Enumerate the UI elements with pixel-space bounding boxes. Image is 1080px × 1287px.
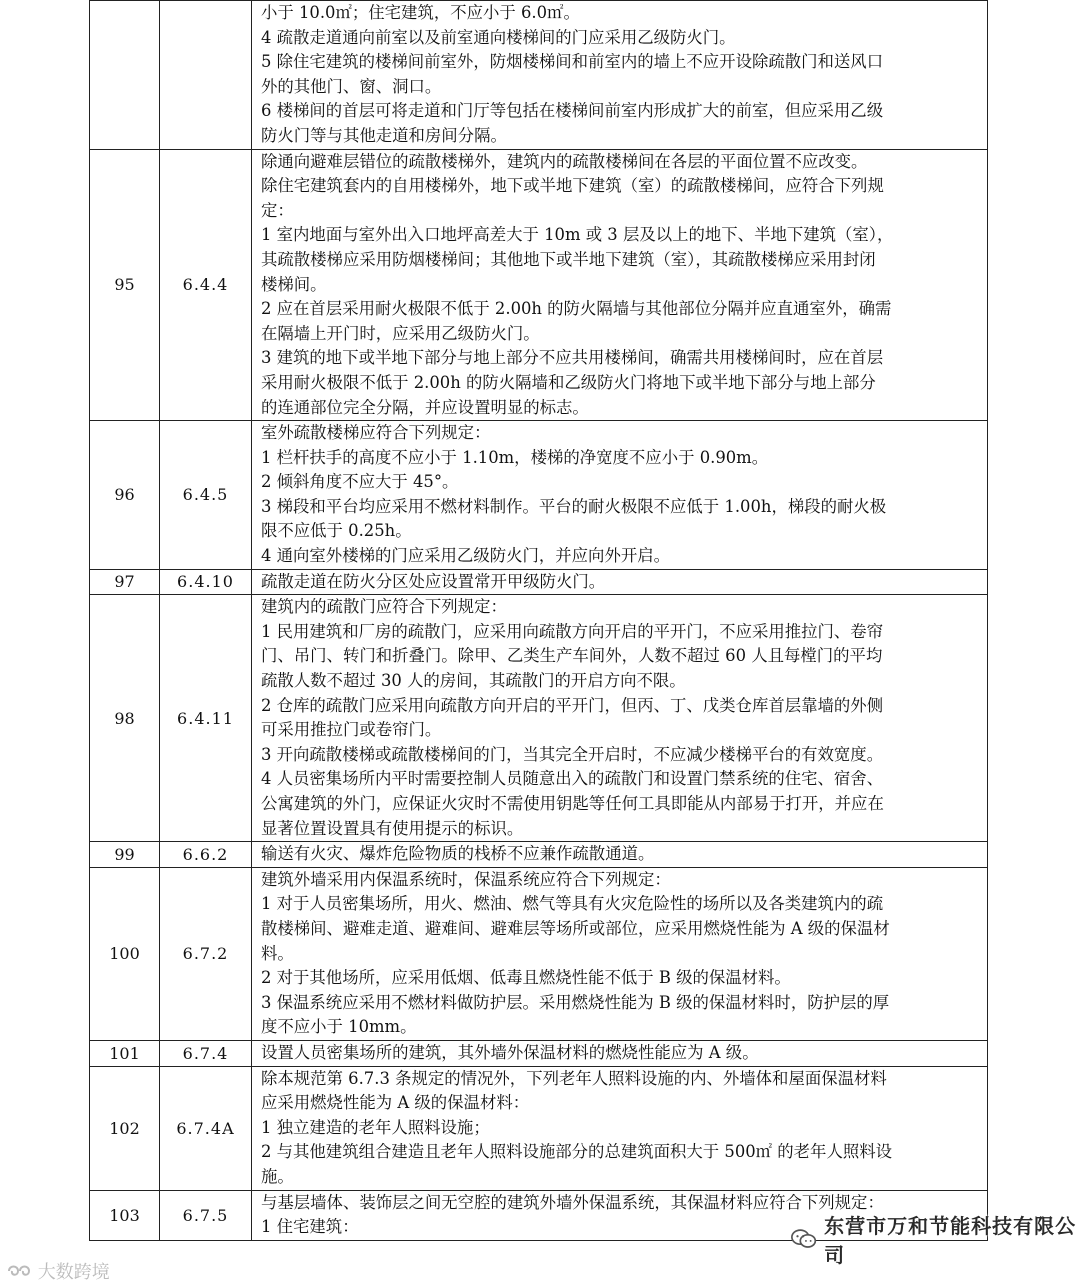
clause-line: 度不应小于 10mm。	[261, 1017, 417, 1037]
clause-code: 6.7.4	[160, 1040, 252, 1066]
clause-line: 公寓建筑的外门，应保证火灾时不需使用钥匙等任何工具即能从内部易于打开，并应在	[261, 794, 884, 813]
clause-line: 2 与其他建筑组合建造且老年人照料设施部分的总建筑面积大于 500㎡ 的老年人照料设	[261, 1142, 893, 1162]
table-row	[90, 1040, 988, 1066]
table-row	[90, 149, 988, 421]
clause-line: 1 民用建筑和厂房的疏散门，应采用向疏散方向开启的平开门，不应采用推拉门、卷帘	[261, 621, 884, 641]
clause-line: 3 保温系统应采用不燃材料做防护层。采用燃烧性能为 B 级的保温材料时，防护层的厚	[261, 992, 890, 1012]
clause-text	[252, 595, 988, 842]
clause-line: 4 通向室外楼梯的门应采用乙级防火门，并应向外开启。	[261, 546, 671, 566]
clause-line: 6 楼梯间的首层可将走道和门厅等包括在楼梯间前室内形成扩大的前室，但应采用乙级	[261, 101, 884, 121]
clause-text	[252, 1066, 988, 1190]
row-number: 98	[90, 595, 160, 842]
clause-text	[252, 421, 988, 570]
row-number: 95	[90, 149, 160, 421]
watermark-right-text: 东营市万和节能科技有限公司	[824, 1214, 1077, 1267]
clause-line: 2 应在首层采用耐火极限不低于 2.00h 的防火隔墙与其他部位分隔并应直通室外，确需	[261, 299, 892, 319]
clause-line: 其疏散楼梯应采用防烟楼梯间；其他地下或半地下建筑（室），其疏散楼梯应采用封闭	[261, 249, 876, 269]
clause-line: 1 住宅建筑：	[261, 1217, 359, 1237]
clause-code	[160, 1, 252, 150]
row-number: 96	[90, 421, 160, 570]
clause-line: 定：	[261, 200, 294, 220]
clause-text	[252, 867, 988, 1040]
clause-line: 料。	[261, 943, 294, 963]
clause-line: 1 独立建造的老年人照料设施；	[261, 1117, 490, 1137]
clause-line: 在隔墙上开门时，应采用乙级防火门。	[261, 323, 540, 343]
clause-line: 5 除住宅建筑的楼梯间前室外，防烟楼梯间和前室内的墙上不应开设除疏散门和送风口	[261, 52, 884, 72]
clause-text	[252, 1, 988, 150]
clause-line: 楼梯间。	[261, 274, 327, 294]
clause-line: 1 对于人员密集场所，用火、燃油、燃气等具有火灾危险性的场所以及各类建筑内的疏	[261, 894, 884, 914]
regulation-table	[89, 0, 988, 1241]
row-number	[90, 1, 160, 150]
clause-line: 施。	[261, 1166, 294, 1186]
clause-line: 散楼梯间、避难走道、避难间、避难层等场所或部位，应采用燃烧性能为 A 级的保温材	[261, 918, 890, 938]
table-row	[90, 1066, 988, 1190]
clause-code: 6.4.4	[160, 149, 252, 421]
clause-text	[252, 1040, 988, 1066]
clause-line: 4 人员密集场所内平时需要控制人员随意出入的疏散门和设置门禁系统的住宅、宿舍、	[261, 769, 884, 789]
clause-code: 6.7.5	[160, 1190, 252, 1240]
watermark-left-text: 大数跨境	[37, 1262, 110, 1283]
clause-code: 6.7.4A	[160, 1066, 252, 1190]
clause-line: 1 栏杆扶手的高度不应小于 1.10m，楼梯的净宽度不应小于 0.90m。	[261, 447, 769, 467]
row-number: 100	[90, 867, 160, 1040]
table-row	[90, 595, 988, 842]
clause-line: 与基层墙体、装饰层之间无空腔的建筑外墙外保温系统，其保温材料应符合下列规定：	[261, 1192, 884, 1212]
clause-line: 4 疏散走道通向前室以及前室通向楼梯间的门应采用乙级防火门。	[261, 27, 736, 47]
clause-line: 3 建筑的地下或半地下部分与地上部分不应共用楼梯间，确需共用楼梯间时，应在首层	[261, 348, 884, 368]
clause-line: 限不应低于 0.25h。	[261, 521, 412, 541]
clause-code: 6.6.2	[160, 842, 252, 868]
row-number: 99	[90, 842, 160, 868]
clause-line: 外的其他门、窗、洞口。	[261, 76, 442, 96]
watermark-right	[790, 1214, 1080, 1267]
clause-line: 防火门等与其他走道和房间分隔。	[261, 125, 507, 145]
row-number: 103	[90, 1190, 160, 1240]
clause-line: 采用耐火极限不低于 2.00h 的防火隔墙和乙级防火门将地下或半地下部分与地上部分	[261, 372, 876, 392]
clause-line: 1 室内地面与室外出入口地坪高差大于 10m 或 3 层及以上的地下、半地下建筑（室），	[261, 225, 894, 245]
clause-text	[252, 842, 988, 868]
clause-line: 除住宅建筑套内的自用楼梯外，地下或半地下建筑（室）的疏散楼梯间，应符合下列规	[261, 176, 884, 196]
clause-line: 室外疏散楼梯应符合下列规定：	[261, 423, 491, 443]
clause-line: 3 开向疏散楼梯或疏散楼梯间的门，当其完全开启时，不应减少楼梯平台的有效宽度。	[261, 744, 884, 764]
table-row	[90, 867, 988, 1040]
table-body	[90, 1, 988, 1241]
clause-line: 建筑外墙采用内保温系统时，保温系统应符合下列规定：	[261, 869, 671, 889]
table-row	[90, 569, 988, 595]
clause-text	[252, 149, 988, 421]
clause-code: 6.4.5	[160, 421, 252, 570]
swirl-logo-icon	[6, 1262, 32, 1280]
table-row	[90, 1, 988, 150]
clause-line: 可采用推拉门或卷帘门。	[261, 720, 442, 740]
wechat-icon	[790, 1227, 818, 1251]
row-number: 97	[90, 569, 160, 595]
clause-line: 小于 10.0㎡；住宅建筑，不应小于 6.0㎡。	[261, 3, 580, 22]
clause-code: 6.7.2	[160, 867, 252, 1040]
clause-code: 6.4.10	[160, 569, 252, 595]
clause-line: 应采用燃烧性能为 A 级的保温材料：	[261, 1093, 530, 1113]
clause-line: 建筑内的疏散门应符合下列规定：	[261, 597, 507, 617]
watermark-left	[6, 1258, 110, 1284]
clause-line: 2 对于其他场所，应采用低烟、低毒且燃烧性能不低于 B 级的保温材料。	[261, 968, 791, 988]
clause-code: 6.4.11	[160, 595, 252, 842]
clause-line: 疏散走道在防火分区处应设置常开甲级防火门。	[261, 571, 606, 591]
clause-line: 2 仓库的疏散门应采用向疏散方向开启的平开门，但丙、丁、戊类仓库首层靠墙的外侧	[261, 695, 884, 715]
row-number: 102	[90, 1066, 160, 1190]
clause-text	[252, 569, 988, 595]
clause-line: 疏散人数不超过 30 人的房间，其疏散门的开启方向不限。	[261, 671, 686, 691]
table-row	[90, 421, 988, 570]
table-row	[90, 842, 988, 868]
clause-line: 的连通部位完全分隔，并应设置明显的标志。	[261, 397, 589, 417]
clause-line: 除通向避难层错位的疏散楼梯外，建筑内的疏散楼梯间在各层的平面位置不应改变。	[261, 151, 868, 171]
clause-line: 2 倾斜角度不应大于 45°。	[261, 472, 459, 492]
clause-line: 3 梯段和平台均应采用不燃材料制作。平台的耐火极限不应低于 1.00h，梯段的耐火极	[261, 496, 887, 516]
clause-line: 设置人员密集场所的建筑，其外墙外保温材料的燃烧性能应为 A 级。	[261, 1042, 759, 1062]
clause-line: 显著位置设置具有使用提示的标识。	[261, 818, 524, 838]
clause-line: 除本规范第 6.7.3 条规定的情况外，下列老年人照料设施的内、外墙体和屋面保温材料	[261, 1068, 887, 1088]
clause-line: 门、吊门、转门和折叠门。除甲、乙类生产车间外，人数不超过 60 人且每樘门的平均	[261, 646, 883, 666]
clause-line: 输送有火灾、爆炸危险物质的栈桥不应兼作疏散通道。	[261, 844, 655, 864]
row-number: 101	[90, 1040, 160, 1066]
